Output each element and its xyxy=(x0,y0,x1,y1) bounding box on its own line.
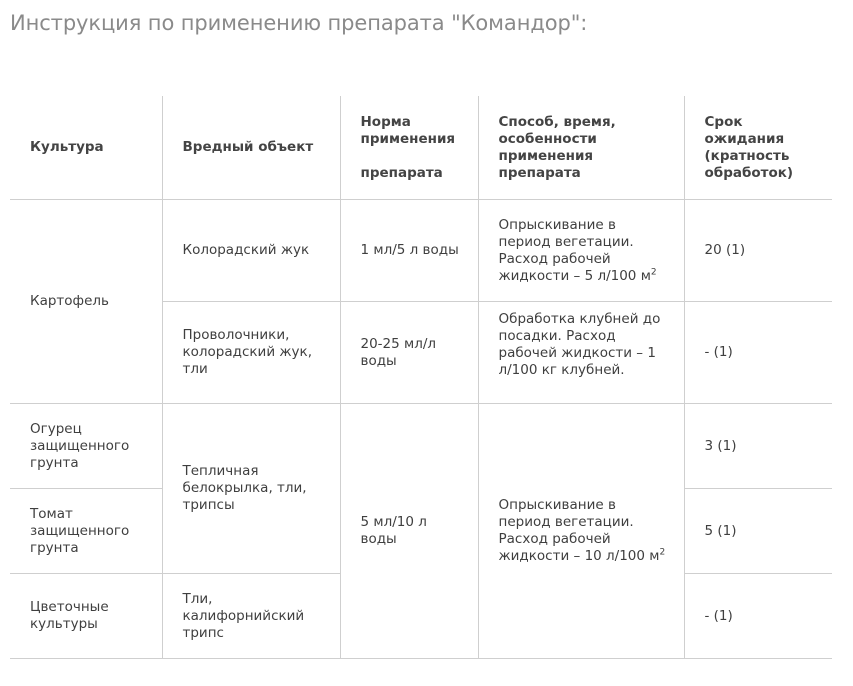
cell-pest: Тепличная белокрылка, тли, трипсы xyxy=(162,404,340,574)
cell-culture: Огурец защищенного грунта xyxy=(10,404,162,489)
superscript-2: 2 xyxy=(650,267,657,277)
cell-culture: Цветочные культуры xyxy=(10,574,162,659)
cell-pest: Тли, калифорнийский трипс xyxy=(162,574,340,659)
header-pest: Вредный объект xyxy=(162,96,340,200)
header-culture: Культура xyxy=(10,96,162,200)
cell-waiting: 20 (1) xyxy=(684,200,832,302)
cell-method xyxy=(478,404,684,659)
header-waiting: Срок ожидания (кратность обработок) xyxy=(684,96,832,200)
method-text: Опрыскивание в период вегетации. Расход рабочей жидкости – 5 л/100 м xyxy=(498,216,651,284)
instructions-table xyxy=(10,96,832,659)
page-title: Инструкция по применению препарата "Командор": xyxy=(10,11,588,35)
cell-waiting: 3 (1) xyxy=(684,404,832,489)
header-method: Способ, время, особенности применения препарата xyxy=(478,96,684,200)
method-text: Опрыскивание в период вегетации. Расход рабочей жидкости – 10 л/100 м xyxy=(498,497,660,564)
cell-pest: Колорадский жук xyxy=(162,200,340,302)
cell-rate: 5 мл/10 л воды xyxy=(340,404,478,659)
cell-method xyxy=(478,200,684,302)
cell-waiting: 5 (1) xyxy=(684,489,832,574)
table-row xyxy=(10,404,832,489)
header-rate-line2: препарата xyxy=(360,164,443,181)
cell-method: Обработка клубней до посадки. Расход рабочей жидкости – 1 л/100 кг клубней. xyxy=(478,302,684,404)
cell-rate: 1 мл/5 л воды xyxy=(340,200,478,302)
cell-waiting: - (1) xyxy=(684,302,832,404)
cell-culture: Картофель xyxy=(10,200,162,404)
superscript-2: 2 xyxy=(659,547,666,558)
table-row xyxy=(10,200,832,302)
header-rate-line1: Норма применения xyxy=(360,113,456,147)
table-header-row xyxy=(10,96,832,200)
cell-rate: 20-25 мл/л воды xyxy=(340,302,478,404)
cell-pest: Проволочники, колорадский жук, тли xyxy=(162,302,340,404)
header-rate xyxy=(340,96,478,200)
cell-waiting: - (1) xyxy=(684,574,832,659)
cell-culture: Томат защищенного грунта xyxy=(10,489,162,574)
